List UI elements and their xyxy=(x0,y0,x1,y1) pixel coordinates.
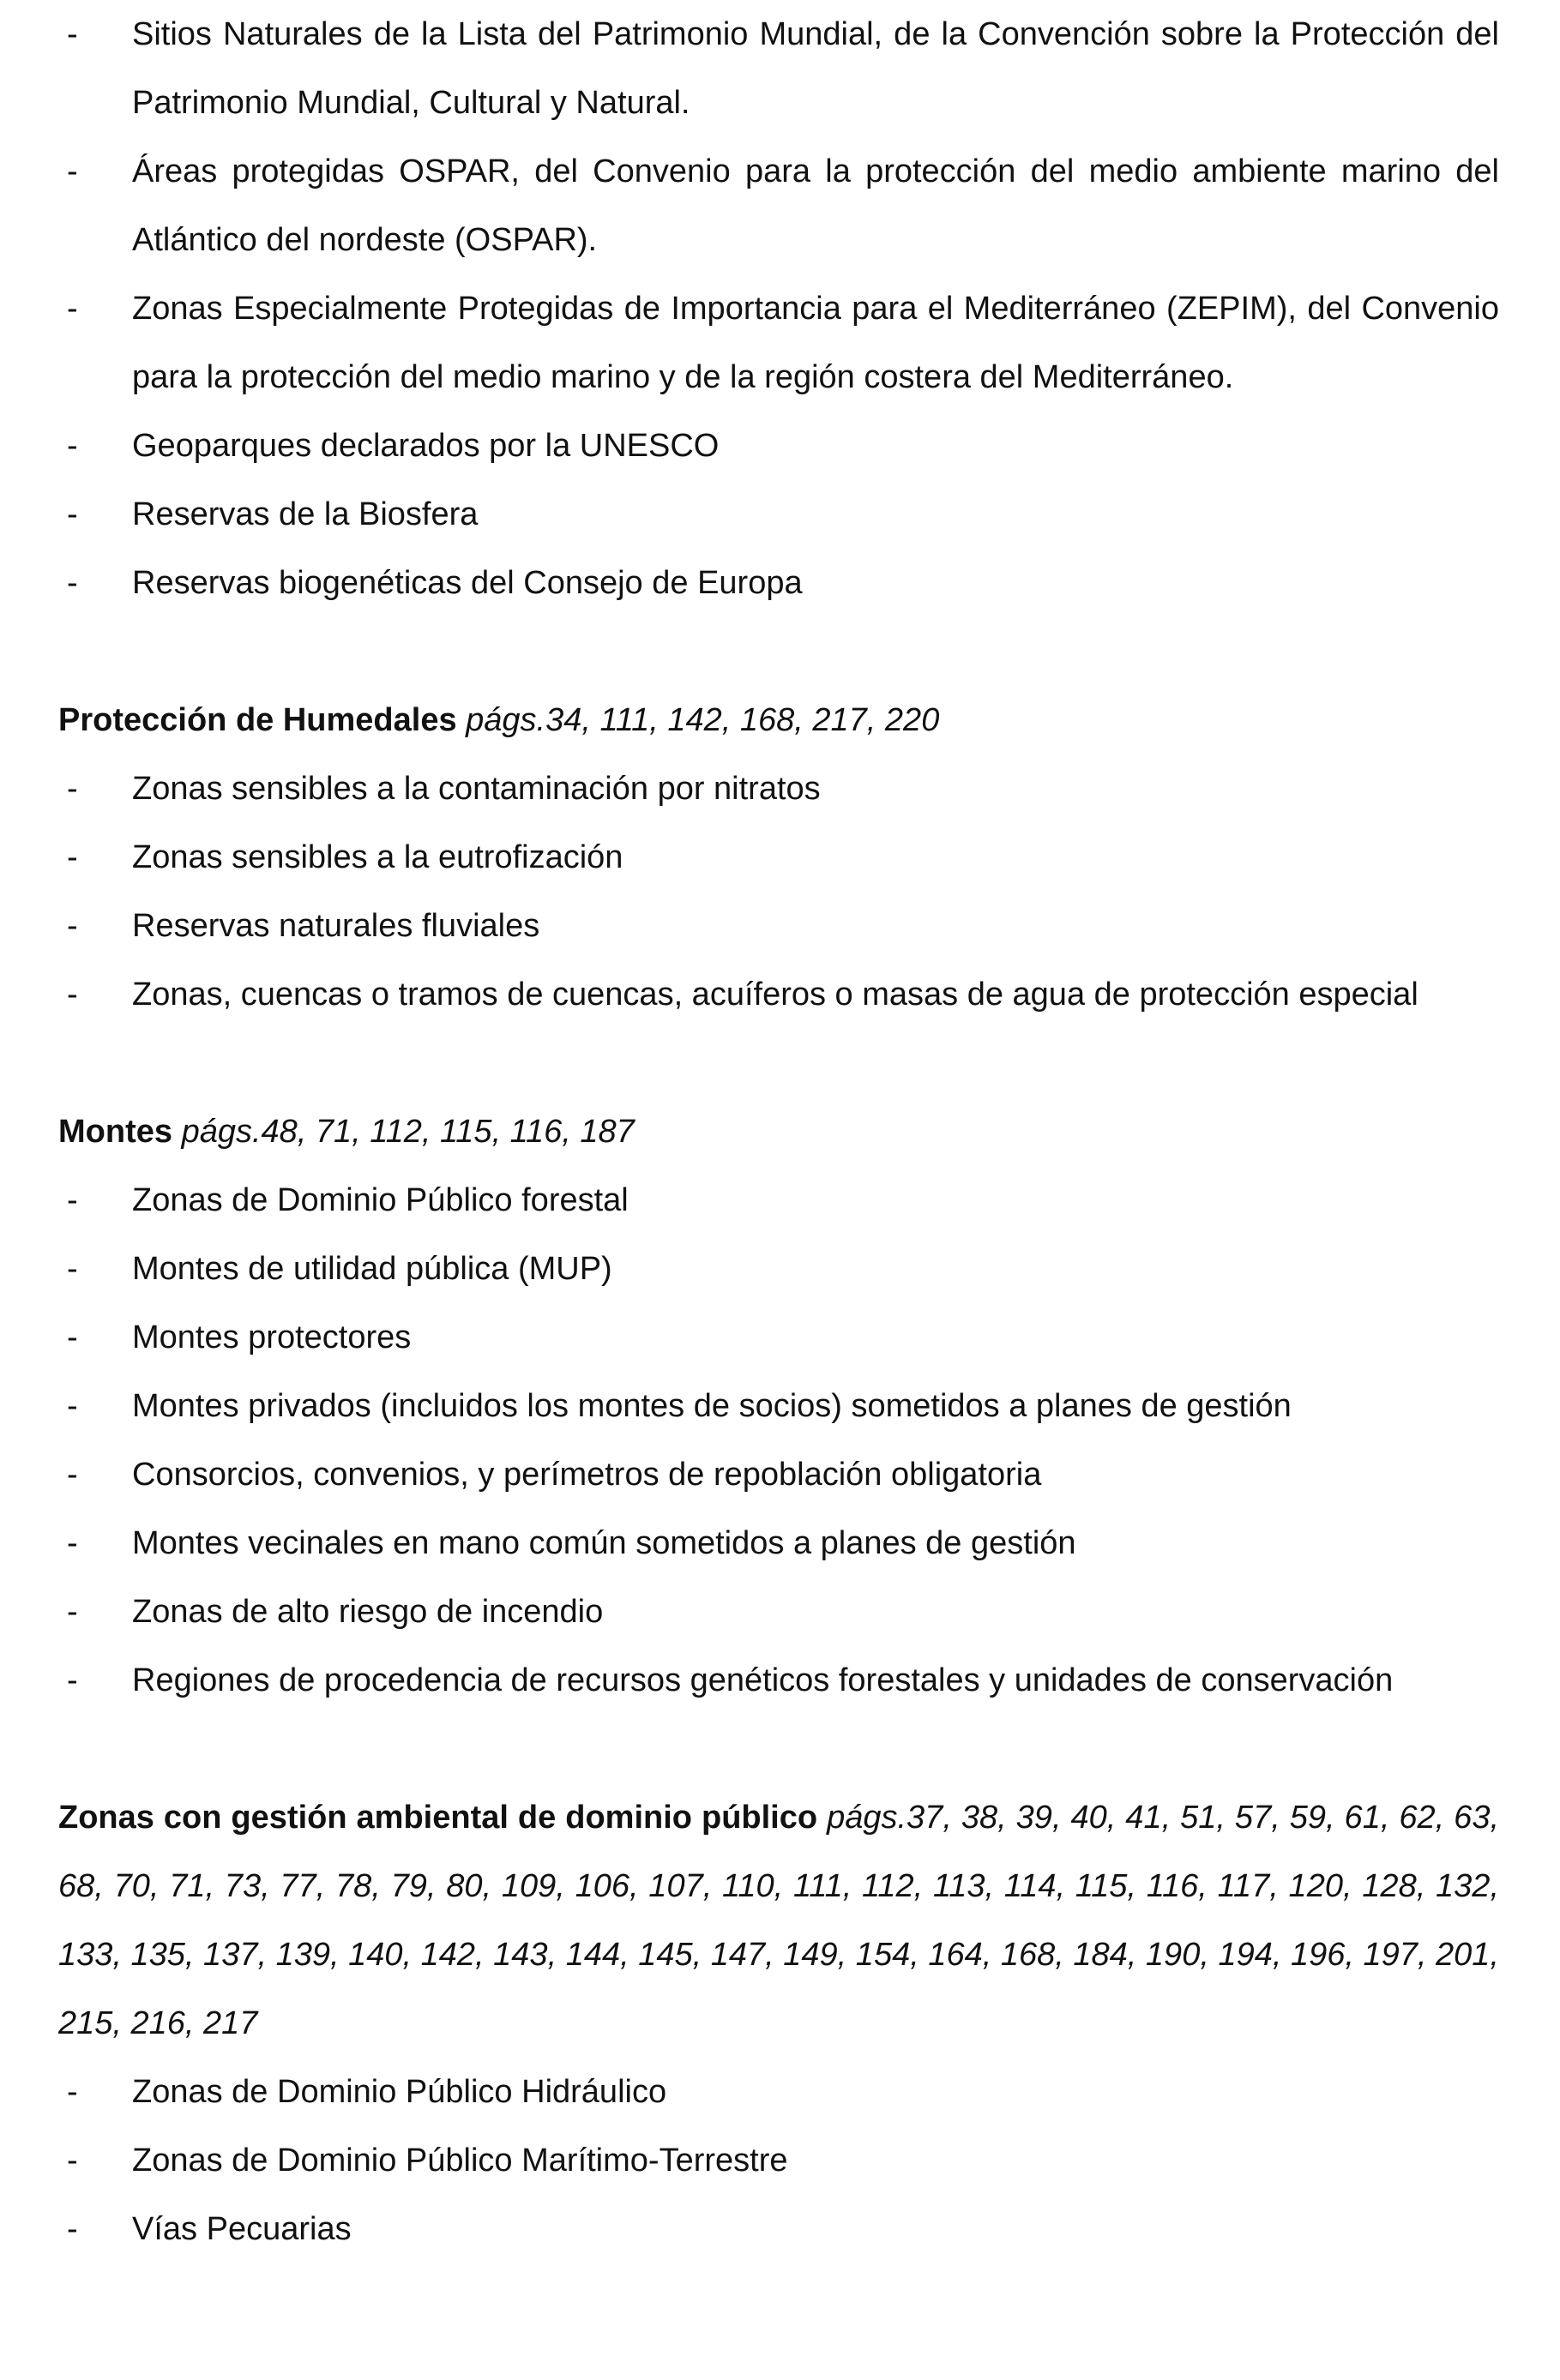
list-item xyxy=(58,1166,1499,1235)
list-item-text: Sitios Naturales de la Lista del Patrimonio Mundial, de la Convención sobre la Protección del Patrimonio Mundial, Cultural y Natural. xyxy=(132,16,1499,121)
list-item-text: Montes protectores xyxy=(132,1319,412,1355)
dash-bullet: - xyxy=(67,908,78,944)
list-item xyxy=(58,1646,1499,1715)
list-item-text: Zonas sensibles a la eutrofización xyxy=(132,839,623,875)
list-item-text: Zonas de alto riesgo de incendio xyxy=(132,1594,604,1630)
section-heading xyxy=(58,686,1499,754)
list-item-text: Montes privados (incluidos los montes de socios) sometidos a planes de gestión xyxy=(132,1388,1292,1424)
dash-bullet: - xyxy=(67,977,78,1013)
section-heading xyxy=(58,1783,1499,2058)
page-references: págs.48, 71, 112, 115, 116, 187 xyxy=(181,1114,635,1150)
section-heading xyxy=(58,1097,1499,1166)
dash-bullet: - xyxy=(67,1457,78,1493)
list-item xyxy=(58,1578,1499,1646)
dominio-publico-section xyxy=(58,1783,1499,2263)
list-item xyxy=(58,2058,1499,2126)
list-item xyxy=(58,2195,1499,2263)
dominio-publico-list xyxy=(58,2058,1499,2263)
dash-bullet: - xyxy=(67,16,78,52)
list-item xyxy=(58,137,1499,274)
list-item xyxy=(58,480,1499,549)
dash-bullet: - xyxy=(67,153,78,189)
list-item xyxy=(58,1440,1499,1509)
list-item xyxy=(58,412,1499,480)
dash-bullet: - xyxy=(67,1594,78,1630)
list-item xyxy=(58,0,1499,137)
dash-bullet: - xyxy=(67,1251,78,1287)
list-item xyxy=(58,549,1499,617)
list-item xyxy=(58,2126,1499,2195)
dash-bullet: - xyxy=(67,496,78,532)
section-title: Montes xyxy=(58,1114,172,1150)
dash-bullet: - xyxy=(67,1525,78,1561)
montes-list xyxy=(58,1166,1499,1715)
list-item-text: Montes de utilidad pública (MUP) xyxy=(132,1251,612,1287)
dash-bullet: - xyxy=(67,2143,78,2179)
list-item xyxy=(58,960,1499,1029)
list-item-text: Reservas de la Biosfera xyxy=(132,496,479,532)
list-item xyxy=(58,754,1499,823)
list-item-text: Vías Pecuarias xyxy=(132,2211,352,2247)
list-item-text: Geoparques declarados por la UNESCO xyxy=(132,428,720,464)
section-spacer xyxy=(58,1715,1499,1783)
page-references: págs.34, 111, 142, 168, 217, 220 xyxy=(466,702,940,738)
list-item-text: Reservas naturales fluviales xyxy=(132,908,540,944)
dash-bullet: - xyxy=(67,1662,78,1698)
page-references: págs.37, 38, 39, 40, 41, 51, 57, 59, 61, 62, 63, 68, 70, 71, 73, 77, 78, 79, 80, 109, 106, 107, 110, 111, 112, 113, 114, 115, 116, 117, 120, 128, 132, 133, 135, 137, 139, 140, 142, 143, 144, 145, 147, 149, 154, 164, 168, 184, 190, 194, 196, 197, 201, 215, 216, 217 xyxy=(58,1800,1500,2041)
list-item-text: Consorcios, convenios, y perímetros de repoblación obligatoria xyxy=(132,1457,1042,1493)
list-item xyxy=(58,274,1499,412)
list-item-text: Reservas biogenéticas del Consejo de Europa xyxy=(132,565,803,601)
section-title: Zonas con gestión ambiental de dominio público xyxy=(58,1800,818,1836)
section-spacer xyxy=(58,1029,1499,1097)
dash-bullet: - xyxy=(67,565,78,601)
list-item-text: Zonas de Dominio Público Hidráulico xyxy=(132,2074,667,2110)
dash-bullet: - xyxy=(67,2211,78,2247)
montes-section xyxy=(58,1097,1499,1715)
intro-list xyxy=(58,0,1499,617)
humedales-list xyxy=(58,754,1499,1029)
dash-bullet: - xyxy=(67,428,78,464)
list-item-text: Zonas sensibles a la contaminación por nitratos xyxy=(132,771,821,807)
dash-bullet: - xyxy=(67,839,78,875)
list-item-text: Zonas de Dominio Público Marítimo-Terrestre xyxy=(132,2143,788,2179)
dash-bullet: - xyxy=(67,1182,78,1218)
dash-bullet: - xyxy=(67,1319,78,1355)
list-item xyxy=(58,892,1499,960)
list-item-text: Zonas de Dominio Público forestal xyxy=(132,1182,629,1218)
list-item xyxy=(58,1303,1499,1372)
list-item xyxy=(58,1372,1499,1440)
list-item xyxy=(58,823,1499,892)
section-title: Protección de Humedales xyxy=(58,702,457,738)
dash-bullet: - xyxy=(67,771,78,807)
humedales-section xyxy=(58,686,1499,1029)
dash-bullet: - xyxy=(67,1388,78,1424)
document-page xyxy=(58,0,1499,2263)
section-spacer xyxy=(58,617,1499,686)
list-item-text: Zonas Especialmente Protegidas de Importancia para el Mediterráneo (ZEPIM), del Convenio para la protección del medio marino y de la región costera del Mediterráneo. xyxy=(132,291,1499,395)
intro-section xyxy=(58,0,1499,617)
list-item xyxy=(58,1235,1499,1303)
list-item-text: Regiones de procedencia de recursos genéticos forestales y unidades de conservación xyxy=(132,1662,1394,1698)
list-item-text: Zonas, cuencas o tramos de cuencas, acuíferos o masas de agua de protección especial xyxy=(132,977,1418,1013)
list-item-text: Áreas protegidas OSPAR, del Convenio para la protección del medio ambiente marino del Atlántico del nordeste (OSPAR). xyxy=(132,153,1499,258)
list-item-text: Montes vecinales en mano común sometidos a planes de gestión xyxy=(132,1525,1076,1561)
list-item xyxy=(58,1509,1499,1578)
dash-bullet: - xyxy=(67,291,78,327)
dash-bullet: - xyxy=(67,2074,78,2110)
